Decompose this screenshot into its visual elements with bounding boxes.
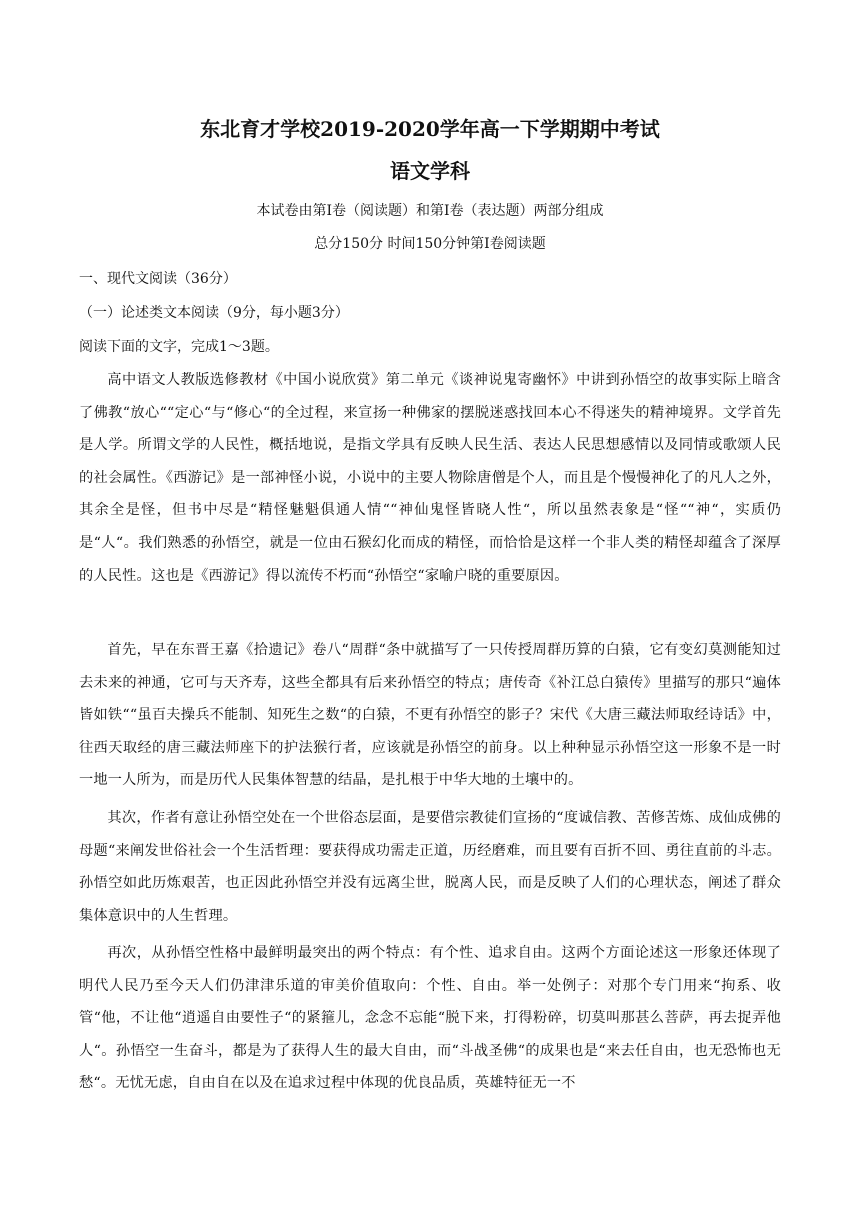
article-paragraph: 高中语文人教版选修教材《中国小说欣赏》第二单元《谈神说鬼寄幽怀》中讲到孙悟空的故事实际上暗含了佛教“放心““定心“与“修心“的全过程，来宣扬一种佛家的摆脱迷惑找回本心不得迷失的精神境界。文学首先是人学。所谓文学的人民性，概括地说，是指文学具有反映人民生活、表达人民思想感情以及同情或歌颂人民的社会属性。《西游记》是一部神怪小说，小说中的主要人物除唐僧是个人，而且是个慢慢神化了的凡人之外，其余全是怪，但书中尽是“精怪魅魁俱通人情““神仙鬼怪皆晓人性“，所以虽然表象是“怪““神“，实质仍是“人“。我们熟悉的孙悟空，就是一位由石猴幻化而成的精怪，而恰恰是这样一个非人类的精怪却蕴含了深厚的人民性。这也是《西游记》得以流传不朽而“孙悟空“家喻户晓的重要原因。 (79, 372, 781, 584)
subject-title: 语文学科 (390, 159, 470, 183)
article-paragraph: 首先，早在东晋王嘉《拾遗记》卷八“周群“条中就描写了一只传授周群历算的白猿，它有变幻莫测能知过去未来的神通，它可与天齐寿，这些全都具有后来孙悟空的特点；唐传奇《补江总白猿传》里描写的那只“遍体皆如铁““虽百夫操兵不能制、知死生之数“的白猿，不更有孙悟空的影子？宋代《大唐三藏法师取经诗话》中，往西天取经的唐三藏法师座下的护法猴行者，应该就是孙悟空的前身。以上种种显示孙悟空这一形象不是一时一地一人所为，而是历代人民集体智慧的结晶，是扎根于中华大地的土壤中的。 (79, 642, 781, 789)
section-heading: 一、现代文阅读（36分） (79, 271, 237, 287)
exam-score-time-note: 总分150分 时间150分钟第Ⅰ卷阅读题 (314, 236, 546, 252)
exam-title: 东北育才学校2019-2020学年高一下学期期中考试 (200, 117, 660, 141)
reading-instruction: 阅读下面的文字，完成1～3题。 (79, 339, 279, 355)
exam-structure-note: 本试卷由第Ⅰ卷（阅读题）和第Ⅰ卷（表达题）两部分组成 (256, 203, 604, 219)
article-paragraph: 再次，从孙悟空性格中最鲜明最突出的两个特点：有个性、追求自由。这两个方面论述这一形象还体现了明代人民乃至今天人们仍津津乐道的审美价值取向：个性、自由。举一处例子：对那个专门用来“拘系、收管“他，不让他“逍遥自由要性子“的紧箍儿，念念不忘能“脱下来，打得粉碎，切莫叫那甚么菩萨，再去捉弄他人“。孙悟空一生奋斗，都是为了获得人生的最大自由，而“斗战圣佛“的成果也是“来去任自由，也无恐怖也无愁“。无忧无虑，自由自在以及在追求过程中体现的优良品质，英雄特征无一不 (79, 945, 781, 1092)
subsection-heading: （一）论述类文本阅读（9分，每小题3分） (79, 305, 349, 321)
article-paragraph: 其次，作者有意让孙悟空处在一个世俗态层面，是要借宗教徒们宣扬的“度诚信教、苦修苦炼、成仙成佛的母题“来阐发世俗社会一个生活哲理：要获得成功需走正道，历经磨难，而且要有百折不回、勇往直前的斗志。孙悟空如此历炼艰苦，也正因此孙悟空并没有远离尘世，脱离人民，而是反映了人们的心理状态，阐述了群众集体意识中的人生哲理。 (79, 810, 781, 924)
